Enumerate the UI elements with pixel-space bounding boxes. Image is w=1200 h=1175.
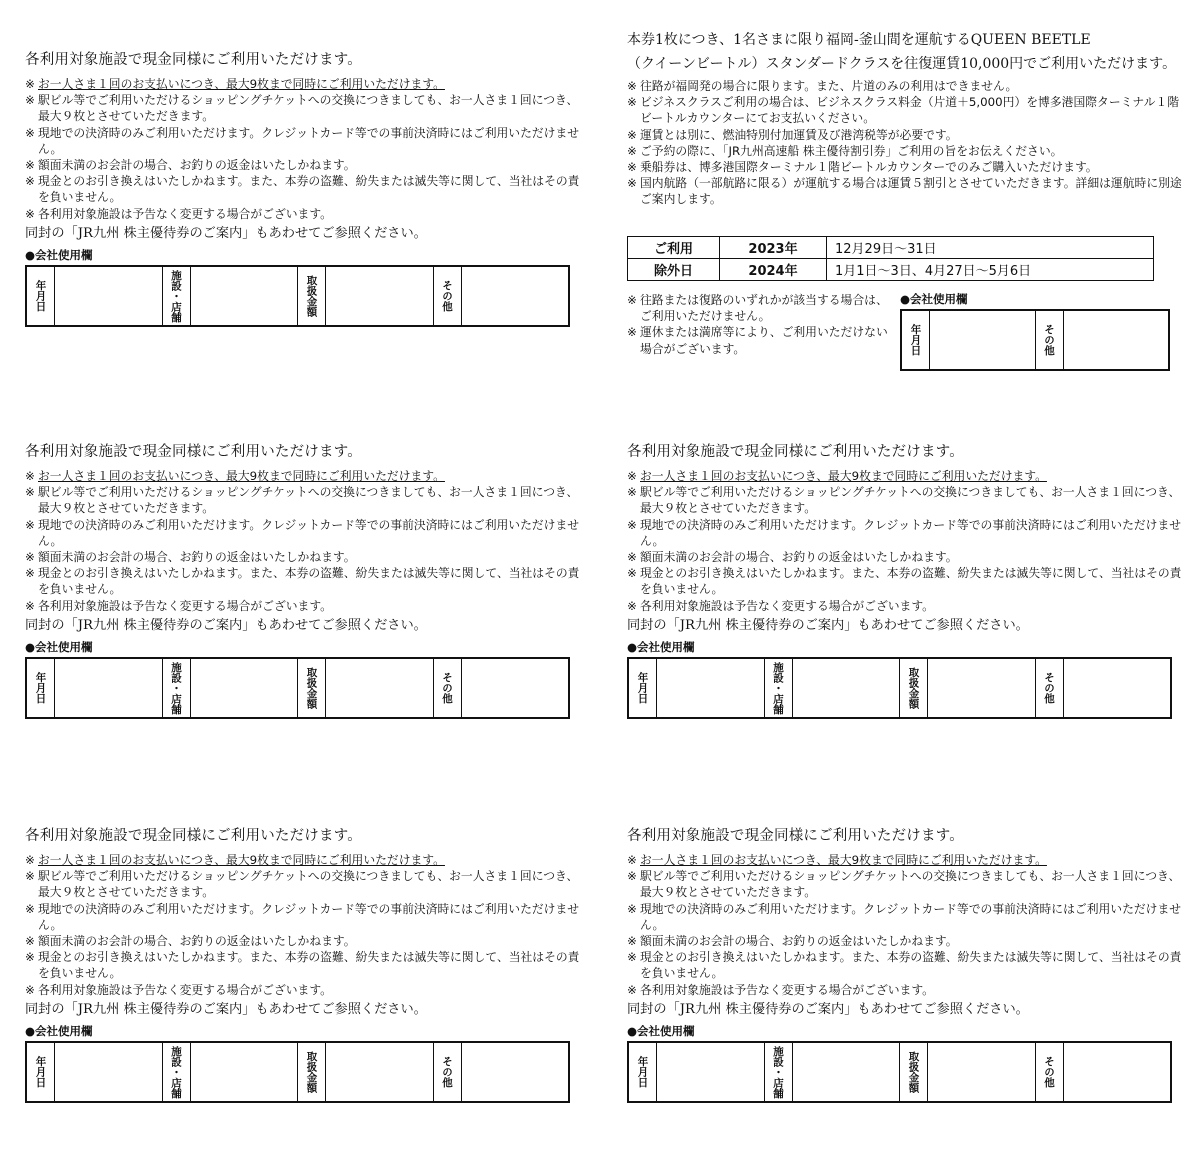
company-use-label: ●会社使用欄 [627, 639, 695, 654]
voucher-note: ※ お一人さま１回のお支払いにつき、最大9枚まで同時にご利用いただけます。 [627, 469, 1047, 483]
field-facility[interactable] [793, 659, 901, 717]
voucher-note: ※ お一人さま１回のお支払いにつき、最大9枚まで同時にご利用いただけます。 [25, 77, 445, 91]
exclusion-header-top: ご利用 [628, 237, 720, 259]
company-use-table [25, 1041, 570, 1103]
voucher-notes [25, 852, 580, 998]
voucher-note: ※ 現地での決済時のみご利用いただけます。クレジットカード等での事前決済時にはご利用いただけません。 [25, 517, 580, 548]
field-facility[interactable] [191, 1043, 299, 1101]
column-label-amount: 取扱金額 [298, 1043, 326, 1101]
voucher-note: ※ 現地での決済時のみご利用いただけます。クレジットカード等での事前決済時にはご利用いただけません。 [25, 125, 580, 156]
field-amount[interactable] [928, 659, 1036, 717]
voucher-note: ※ 現地での決済時のみご利用いただけます。クレジットカード等での事前決済時にはご利用いただけません。 [627, 901, 1182, 932]
voucher-block-2 [25, 442, 580, 719]
field-date[interactable] [657, 659, 765, 717]
column-label-date: 年月日 [27, 659, 55, 717]
column-label-other: その他 [1036, 311, 1064, 369]
field-amount[interactable] [326, 1043, 434, 1101]
voucher-block-4 [25, 826, 580, 1103]
column-label-facility: 施設・店舗 [163, 659, 191, 717]
voucher-note: ※ 駅ビル等でご利用いただけるショッピングチケットへの交換につきましても、お一人さま１回につき、最大９枚とさせていただきます。 [25, 869, 579, 900]
voucher-note: ※ お一人さま１回のお支払いにつき、最大9枚まで同時にご利用いただけます。 [25, 469, 445, 483]
voucher-note: ※ 現金とのお引き換えはいたしかねます。また、本券の盗難、紛失または滅失等に関して、当社はその責を負いません。 [627, 566, 1182, 597]
column-label-facility: 施設・店舗 [765, 659, 793, 717]
reference-text: 同封の「JR九州 株主優待券のご案内」もあわせてご参照ください。 [25, 225, 427, 241]
qb-side-note: ※ 往路または復路のいずれかが該当する場合は、ご利用いただけません。 [627, 293, 888, 324]
voucher-note: ※ お一人さま１回のお支払いにつき、最大9枚まで同時にご利用いただけます。 [627, 853, 1047, 867]
column-label-facility: 施設・店舗 [163, 1043, 191, 1101]
company-use-table [25, 657, 570, 719]
voucher-block-1 [25, 50, 580, 327]
voucher-note: ※ 各利用対象施設は予告なく変更する場合がございます。 [25, 982, 332, 997]
field-facility[interactable] [793, 1043, 901, 1101]
column-label-amount: 取扱金額 [298, 267, 326, 325]
voucher-notes [25, 76, 580, 222]
column-label-date: 年月日 [27, 267, 55, 325]
reference-text: 同封の「JR九州 株主優待券のご案内」もあわせてご参照ください。 [627, 617, 1029, 633]
voucher-notes [627, 468, 1182, 614]
field-date[interactable] [55, 267, 163, 325]
exclusion-header-bottom: 除外日 [628, 259, 720, 281]
exclusion-dates: 1月1日～3日、4月27日～5月6日 [827, 259, 1154, 281]
voucher-note: ※ 額面未満のお会計の場合、お釣りの返金はいたしかねます。 [627, 934, 958, 949]
voucher-note: ※ 駅ビル等でご利用いただけるショッピングチケットへの交換につきましても、お一人さま１回につき、最大９枚とさせていただきます。 [627, 485, 1181, 516]
field-other[interactable] [462, 267, 569, 325]
reference-text: 同封の「JR九州 株主優待券のご案内」もあわせてご参照ください。 [25, 1001, 427, 1017]
voucher-block-3 [627, 442, 1182, 719]
qb-note: ※ ご予約の際に、「JR九州高速船 株主優待割引券」ご利用の旨をお伝えください。 [627, 143, 1063, 158]
field-facility[interactable] [191, 659, 299, 717]
voucher-note: ※ お一人さま１回のお支払いにつき、最大9枚まで同時にご利用いただけます。 [25, 853, 445, 867]
voucher-notes [627, 852, 1182, 998]
qb-side-notes [627, 292, 892, 357]
voucher-note: ※ 駅ビル等でご利用いただけるショッピングチケットへの交換につきましても、お一人さま１回につき、最大９枚とさせていただきます。 [25, 93, 579, 124]
field-date[interactable] [930, 311, 1036, 369]
voucher-title: 各利用対象施設で現金同様にご利用いただけます。 [25, 828, 362, 844]
voucher-note: ※ 額面未満のお会計の場合、お釣りの返金はいたしかねます。 [25, 158, 356, 173]
company-use-label: ●会社使用欄 [25, 247, 93, 262]
voucher-note: ※ 額面未満のお会計の場合、お釣りの返金はいたしかねます。 [25, 550, 356, 565]
voucher-note: ※ 各利用対象施設は予告なく変更する場合がございます。 [25, 206, 332, 221]
voucher-note: ※ 現金とのお引き換えはいたしかねます。また、本券の盗難、紛失または滅失等に関して、当社はその責を負いません。 [25, 566, 580, 597]
company-use-label: ●会社使用欄 [25, 1023, 93, 1038]
exclusion-dates: 12月29日～31日 [827, 237, 1154, 259]
voucher-title: 各利用対象施設で現金同様にご利用いただけます。 [25, 444, 362, 460]
voucher-note: ※ 現地での決済時のみご利用いただけます。クレジットカード等での事前決済時にはご利用いただけません。 [25, 901, 580, 932]
field-date[interactable] [55, 659, 163, 717]
column-label-other: その他 [434, 267, 462, 325]
qb-title-line2: （クイーンビートル）スタンダードクラスを往復運賃10,000円でご利用いただけます。 [627, 56, 1177, 72]
company-use-table [627, 1041, 1172, 1103]
qb-note: ※ 国内航路（一部航路に限る）が運航する場合は運賃５割引とさせていただきます。詳細は運航時に別途ご案内します。 [627, 176, 1182, 207]
voucher-note: ※ 現金とのお引き換えはいたしかねます。また、本券の盗難、紛失または滅失等に関して、当社はその責を負いません。 [25, 174, 580, 205]
voucher-notes [25, 468, 580, 614]
reference-text: 同封の「JR九州 株主優待券のご案内」もあわせてご参照ください。 [627, 1001, 1029, 1017]
company-use-table [627, 657, 1172, 719]
field-date[interactable] [657, 1043, 765, 1101]
exclusion-year: 2024年 [720, 259, 827, 281]
field-date[interactable] [55, 1043, 163, 1101]
voucher-note: ※ 駅ビル等でご利用いただけるショッピングチケットへの交換につきましても、お一人さま１回につき、最大９枚とさせていただきます。 [627, 869, 1181, 900]
voucher-title: 各利用対象施設で現金同様にご利用いただけます。 [627, 444, 964, 460]
company-use-label: ●会社使用欄 [25, 639, 93, 654]
voucher-block-5 [627, 826, 1182, 1103]
qb-title-line1: 本券1枚につき、1名さまに限り福岡-釜山間を運航するQUEEN BEETLE [627, 32, 1091, 48]
voucher-note: ※ 現金とのお引き換えはいたしかねます。また、本券の盗難、紛失または滅失等に関して、当社はその責を負いません。 [627, 950, 1182, 981]
column-label-other: その他 [1036, 1043, 1064, 1101]
queen-beetle-block [627, 28, 1187, 378]
voucher-note: ※ 現地での決済時のみご利用いただけます。クレジットカード等での事前決済時にはご利用いただけません。 [627, 517, 1182, 548]
column-label-date: 年月日 [27, 1043, 55, 1101]
qb-note: ※ 運賃とは別に、燃油特別付加運賃及び港湾税等が必要です。 [627, 127, 958, 142]
field-amount[interactable] [928, 1043, 1036, 1101]
field-amount[interactable] [326, 659, 434, 717]
column-label-amount: 取扱金額 [900, 659, 928, 717]
qb-note: ※ ビジネスクラスご利用の場合は、ビジネスクラス料金（片道＋5,000円）を博多港国際ターミナル１階ビートルカウンターにてお支払いください。 [627, 95, 1180, 126]
column-label-date: 年月日 [629, 659, 657, 717]
qb-side-note: ※ 運休または満席等により、ご利用いただけない場合がございます。 [627, 325, 888, 356]
column-label-facility: 施設・店舗 [163, 267, 191, 325]
column-label-amount: 取扱金額 [298, 659, 326, 717]
company-use-label: ●会社使用欄 [900, 292, 968, 306]
exclusion-dates-table [627, 236, 1154, 281]
voucher-note: ※ 各利用対象施設は予告なく変更する場合がございます。 [627, 598, 934, 613]
qb-company-use [900, 292, 1170, 371]
column-label-date: 年月日 [902, 311, 930, 369]
column-label-other: その他 [434, 1043, 462, 1101]
company-use-table [25, 265, 570, 327]
field-other[interactable] [1064, 1043, 1171, 1101]
exclusion-year: 2023年 [720, 237, 827, 259]
qb-note: ※ 乗船券は、博多港国際ターミナル１階ビートルカウンターでのみご購入いただけます。 [627, 160, 1098, 175]
column-label-other: その他 [434, 659, 462, 717]
voucher-title: 各利用対象施設で現金同様にご利用いただけます。 [627, 828, 964, 844]
qb-notes [627, 78, 1187, 208]
column-label-amount: 取扱金額 [900, 1043, 928, 1101]
voucher-note: ※ 額面未満のお会計の場合、お釣りの返金はいたしかねます。 [25, 934, 356, 949]
field-other[interactable] [462, 659, 569, 717]
column-label-other: その他 [1036, 659, 1064, 717]
qb-note: ※ 往路が福岡発の場合に限ります。また、片道のみの利用はできません。 [627, 79, 1018, 93]
field-facility[interactable] [191, 267, 299, 325]
field-other[interactable] [462, 1043, 569, 1101]
column-label-date: 年月日 [629, 1043, 657, 1101]
note-mark: ※ [25, 77, 35, 91]
voucher-note: ※ 駅ビル等でご利用いただけるショッピングチケットへの交換につきましても、お一人さま１回につき、最大９枚とさせていただきます。 [25, 485, 579, 516]
voucher-note: ※ 現金とのお引き換えはいたしかねます。また、本券の盗難、紛失または滅失等に関して、当社はその責を負いません。 [25, 950, 580, 981]
company-use-label: ●会社使用欄 [627, 1023, 695, 1038]
column-label-facility: 施設・店舗 [765, 1043, 793, 1101]
voucher-note: ※ 各利用対象施設は予告なく変更する場合がございます。 [627, 982, 934, 997]
voucher-note: ※ 各利用対象施設は予告なく変更する場合がございます。 [25, 598, 332, 613]
field-other[interactable] [1064, 311, 1169, 369]
reference-text: 同封の「JR九州 株主優待券のご案内」もあわせてご参照ください。 [25, 617, 427, 633]
field-amount[interactable] [326, 267, 434, 325]
voucher-note: ※ 額面未満のお会計の場合、お釣りの返金はいたしかねます。 [627, 550, 958, 565]
voucher-title: 各利用対象施設で現金同様にご利用いただけます。 [25, 52, 362, 68]
field-other[interactable] [1064, 659, 1171, 717]
company-use-table [900, 309, 1170, 371]
